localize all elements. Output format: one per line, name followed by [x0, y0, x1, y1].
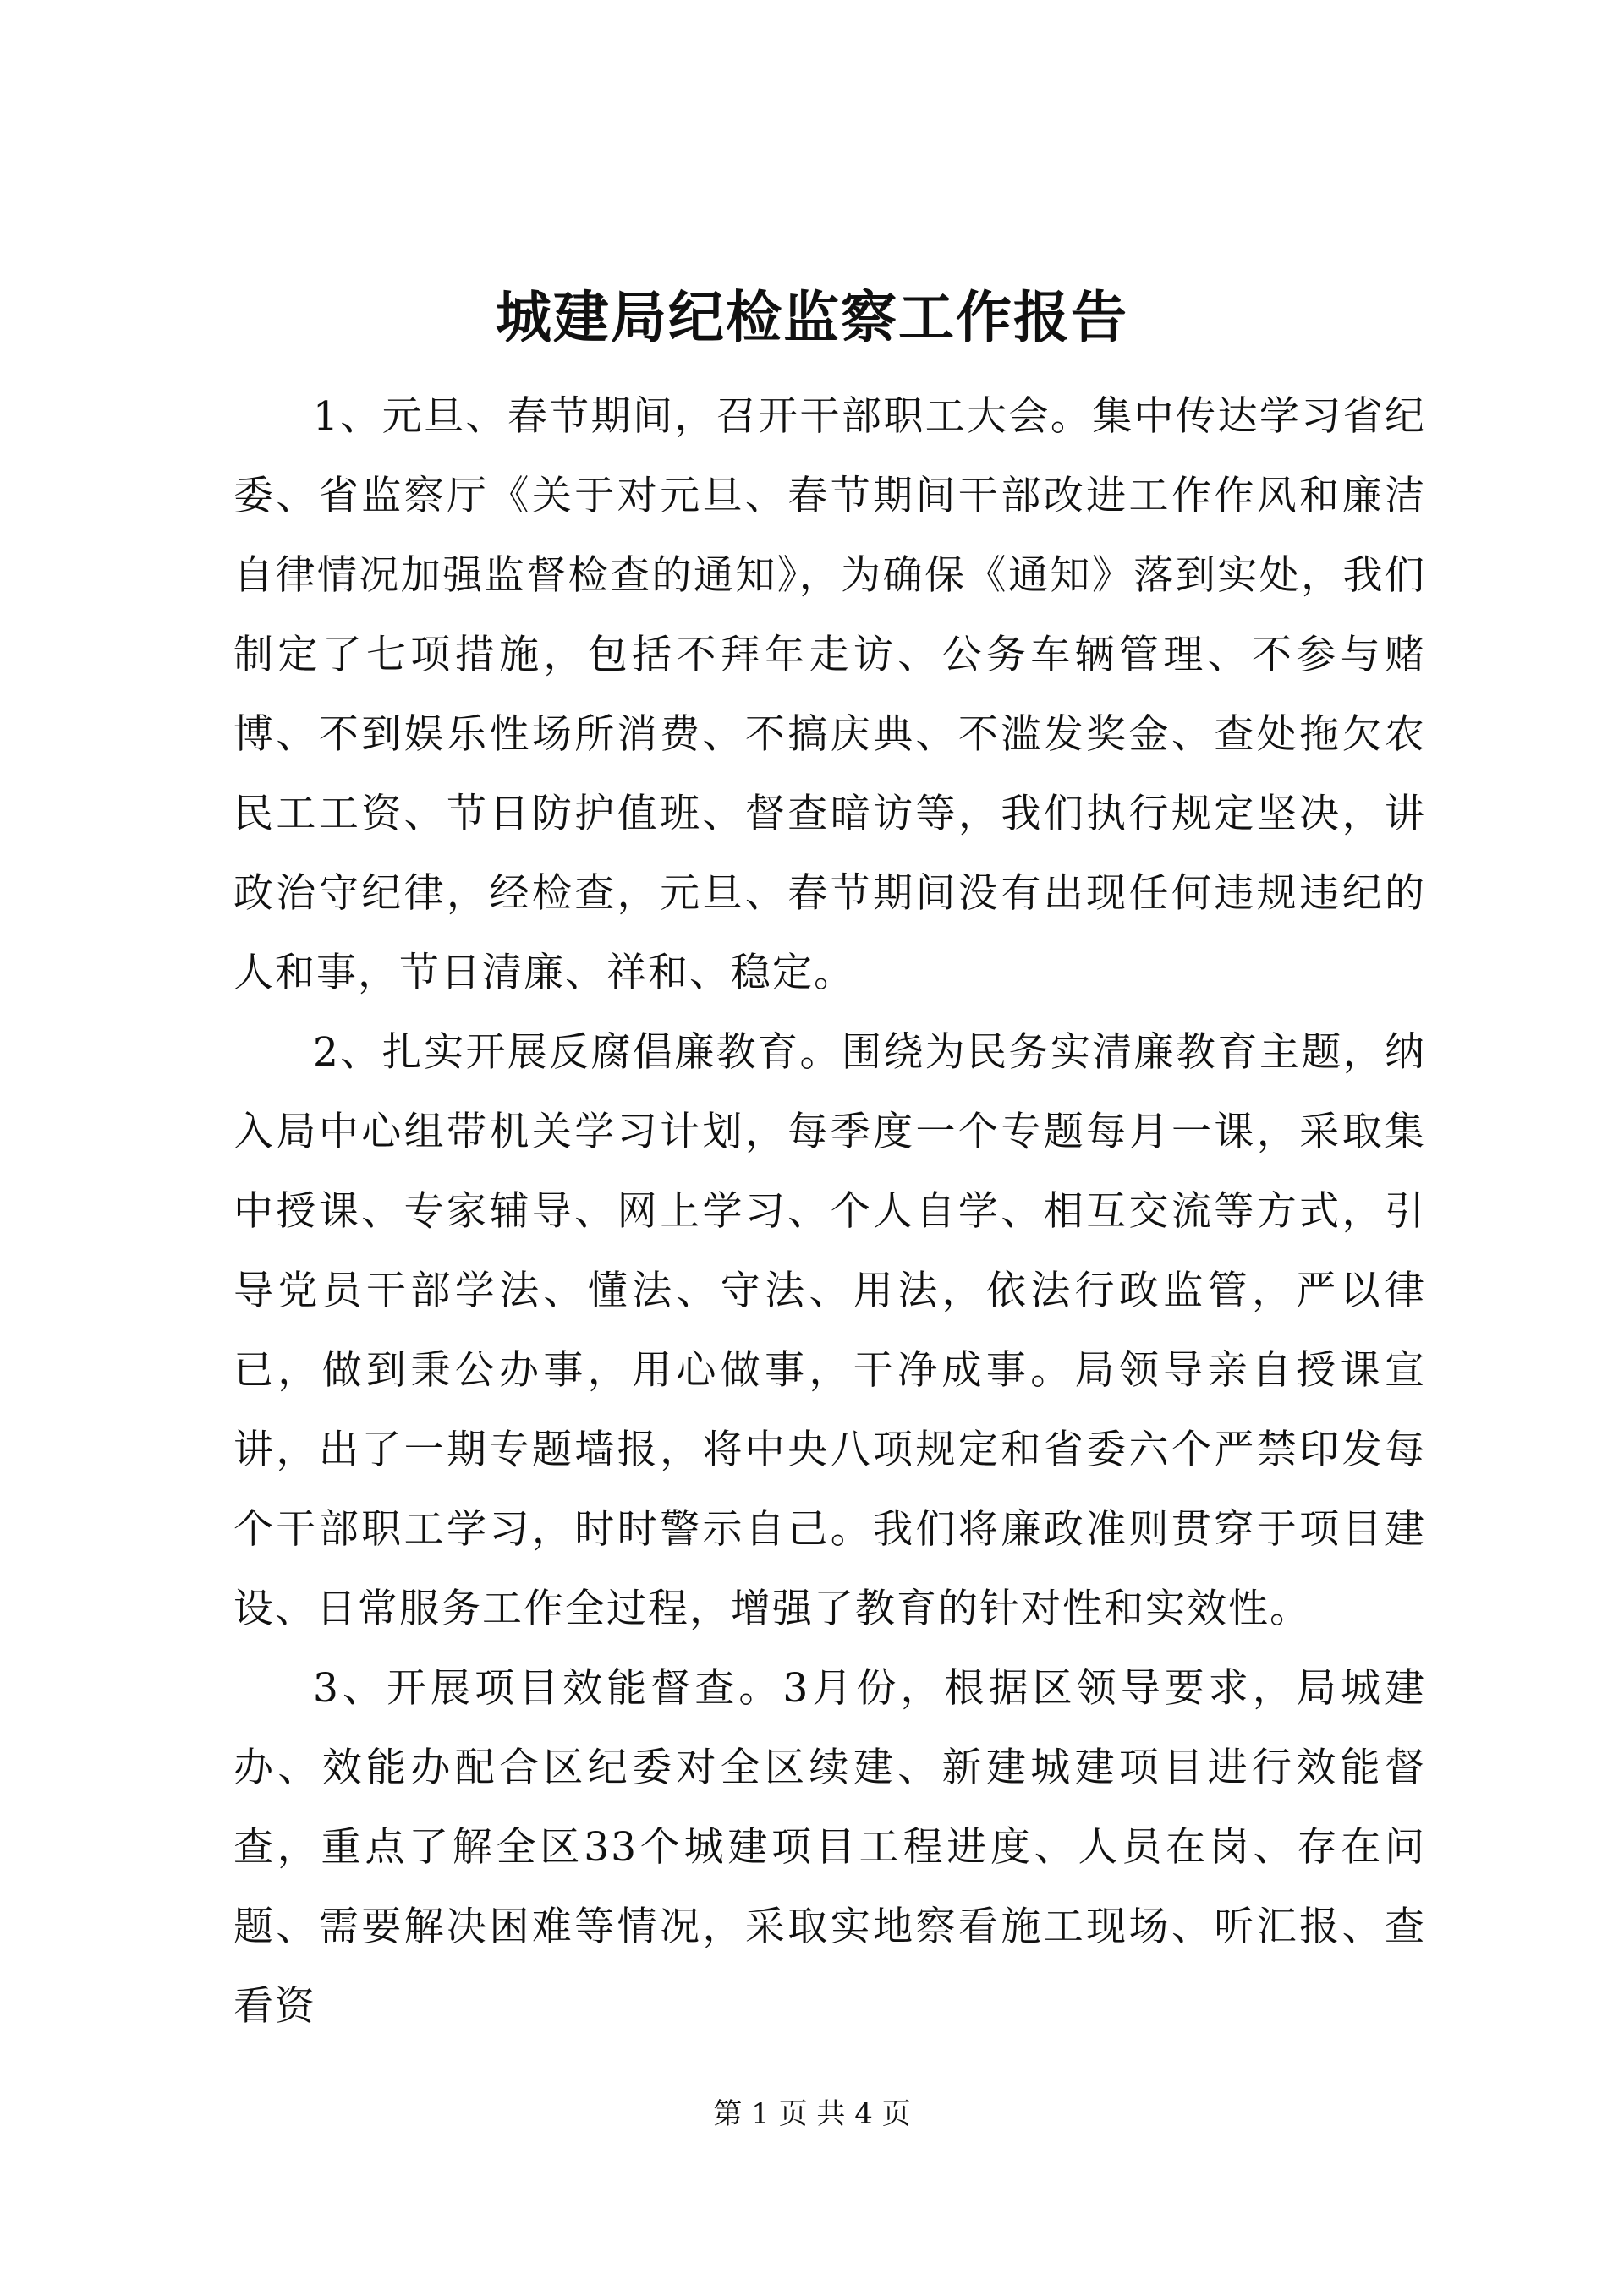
document-title: 城建局纪检监察工作报告 [496, 284, 1128, 350]
paragraph-1: 1、元旦、春节期间，召开干部职工大会。集中传达学习省纪委、省监察厅《关于对元旦、春节期间干部改进工作作风和廉洁自律情况加强监督检查的通知》，为确保《通知》落到实处，我们制定了七项措施，包括不拜年走访、公务车辆管理、不参与赌博、不到娱乐性场所消费、不搞庆典、不滥发奖金、查处拖欠农民工工资、节日防护值班、督查暗访等，我们执行规定坚决，讲政治守纪律，经检查，元旦、春节期间没有出现任何违规违纪的人和事，节日清廉、祥和、稳定。 [233, 393, 1426, 996]
paragraph-3: 3、开展项目效能督查。3月份，根据区领导要求，局城建办、效能办配合区纪委对全区续建、新建城建项目进行效能督查，重点了解全区33个城建项目工程进度、人员在岗、存在问题、需要解决困难等情况，采取实地察看施工现场、听汇报、查看资 [233, 1665, 1426, 2030]
page-footer: 第 1 页 共 4 页 [713, 2097, 911, 2131]
document-body [233, 377, 1426, 2047]
paragraph-2: 2、扎实开展反腐倡廉教育。围绕为民务实清廉教育主题，纳入局中心组带机关学习计划，每季度一个专题每月一课，采取集中授课、专家辅导、网上学习、个人自学、相互交流等方式，引导党员干部学法、懂法、守法、用法，依法行政监管，严以律已，做到秉公办事，用心做事，干净成事。局领导亲自授课宣讲，出了一期专题墙报，将中央八项规定和省委六个严禁印发每个干部职工学习，时时警示自己。我们将廉政准则贯穿于项目建设、日常服务工作全过程，增强了教育的针对性和实效性。 [233, 1029, 1426, 1632]
